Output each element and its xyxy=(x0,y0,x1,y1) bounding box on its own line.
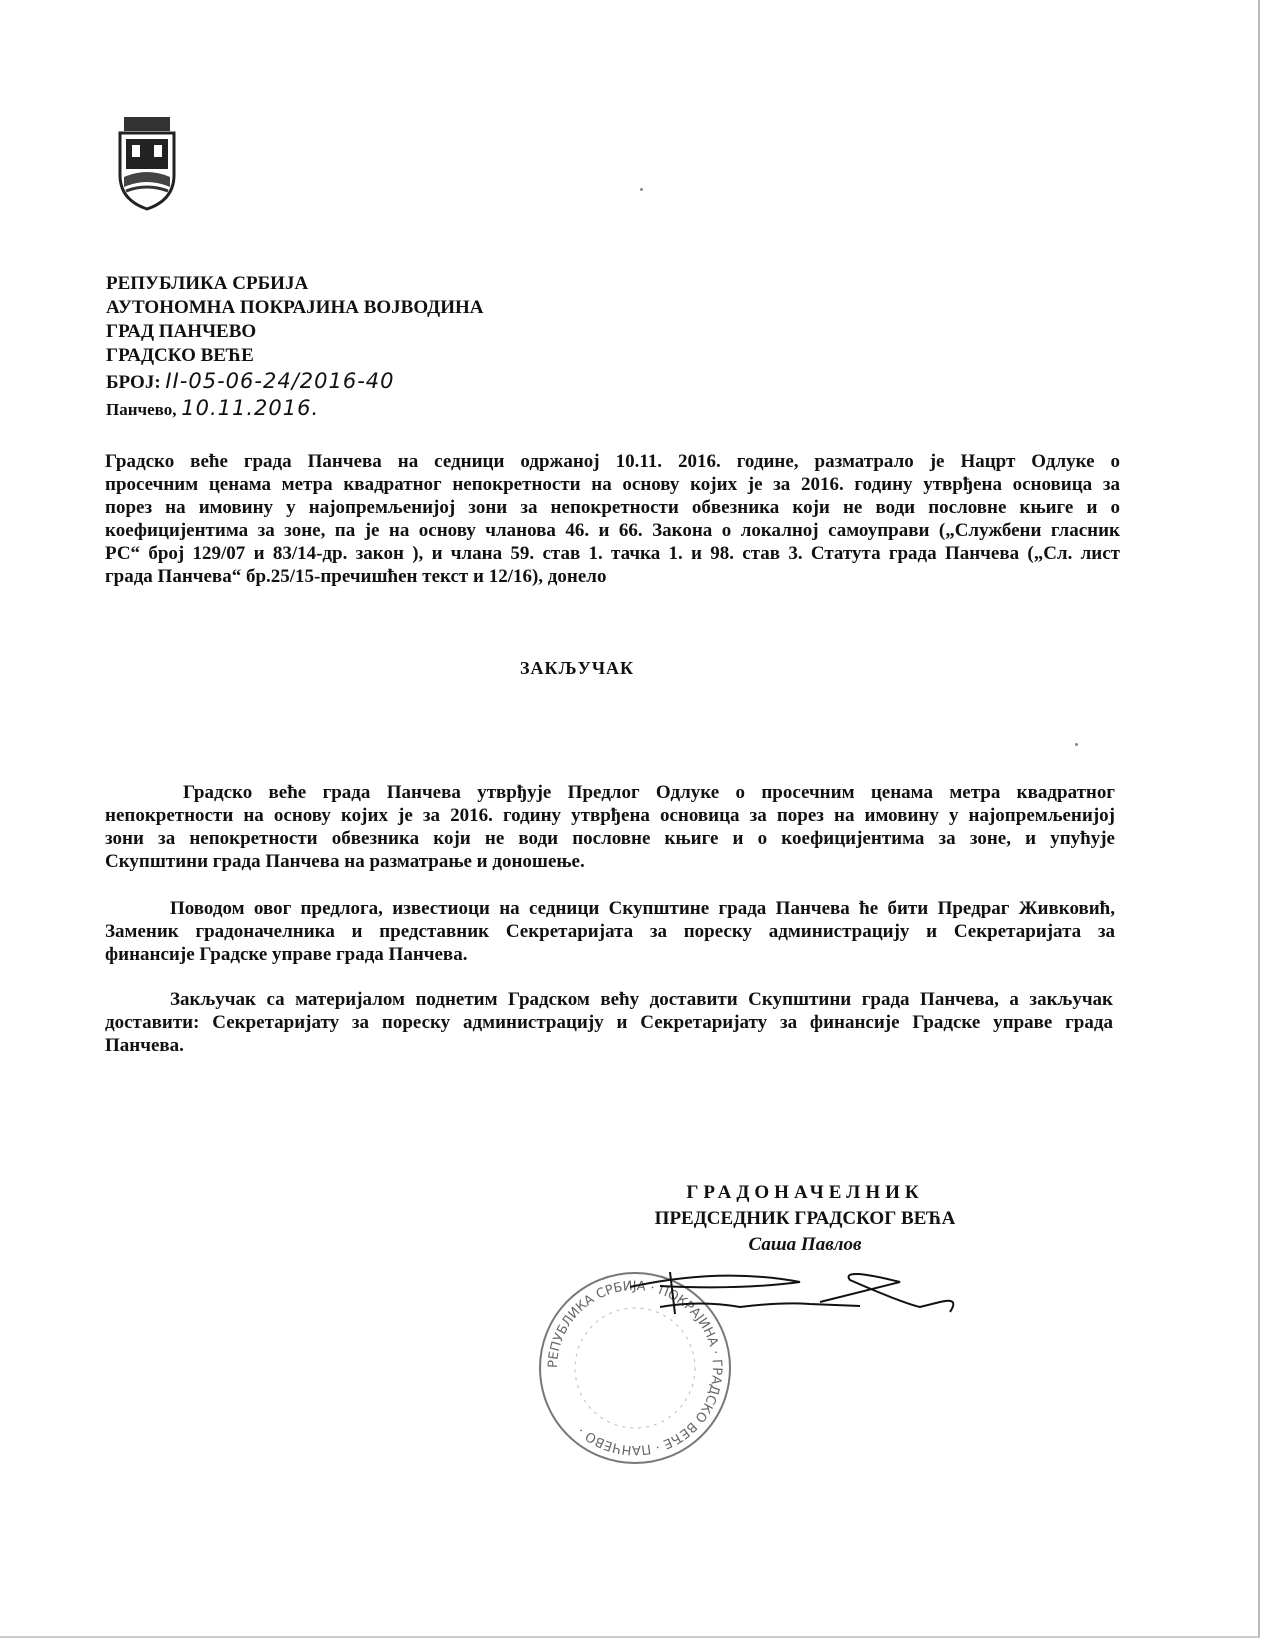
conclusion-paragraph-2: Поводом овог предлога, известиоци на седници Скупштине града Панчева ће бити Предраг Живковић, Заменик градоначелника и представник Секретаријата за пореску администрацију и Секретаријата за финансије Градске управе града Панчева. xyxy=(105,898,1115,965)
conclusion-paragraph-1: Градско веће града Панчева утврђује Предлог Одлуке о просечним ценама метра квадратног непокретности на основу којих је за 2016. годину утврђена основица за порез на имовину у најопремљенијој зони за непокретности обвезника који не води пословне књиге и о коефицијентима за зоне, и упућује Скупштини града Панчева на разматрање и доношење. xyxy=(105,782,1115,872)
signatory-title: ГРАДОНАЧЕЛНИК xyxy=(686,1182,924,1203)
header-line-province: АУТОНОМНА ПОКРАЈИНА ВОЈВОДИНА xyxy=(106,297,484,318)
handwritten-signature xyxy=(600,1262,970,1332)
intro-paragraph: Градско веће града Панчева на седници одржаној 10.11. 2016. године, разматрало је Нацрт Одлуке о просечним ценама метра квадратног непокретности на основу којих је за 2016. годину утврђена основица за порез на имовину у најопремљенијој зони за непокретности обвезника који не води пословне књиге и о коефицијентима за зоне, па је на основу чланова 46. и 66. Закона о локалној самоуправи („Службени гласник РС“ број 129/07 и 83/14-др. закон ), и члана 59. став 1. тачка 1. и 98. став 3. Статута града Панчева („Сл. лист града Панчева“ бр.25/15-пречишћен текст и 12/16), донело xyxy=(105,451,1120,587)
signature-block xyxy=(640,1180,970,1258)
scan-speck xyxy=(1075,743,1078,746)
city-coat-of-arms-logo xyxy=(112,115,182,211)
handwritten-number: II-05-06-24/2016-40 xyxy=(165,369,395,393)
signatory-role: ПРЕДСЕДНИК ГРАДСКОГ ВЕЋА xyxy=(654,1208,956,1229)
document-header xyxy=(106,272,484,422)
document-title: ЗАКЉУЧАК xyxy=(520,658,635,678)
header-line-republic: РЕПУБЛИКА СРБИЈА xyxy=(106,273,309,294)
document-date: Панчево, 10.11.2016. xyxy=(106,396,320,420)
document-number: БРОЈ: II-05-06-24/2016-40 xyxy=(106,369,395,393)
header-line-city: ГРАД ПАНЧЕВО xyxy=(106,321,257,342)
header-line-council: ГРАДСКО ВЕЋЕ xyxy=(106,345,254,366)
signatory-name: Саша Павлов xyxy=(748,1234,862,1255)
svg-text:РЕПУБЛИКА СРБИЈА · ПОКРАЈИНА ·: РЕПУБЛИКА СРБИЈА · ПОКРАЈИНА · ГРАДСКО ВЕЋЕ · ПАНЧЕВО · xyxy=(545,1278,725,1458)
conclusion-paragraph-3: Закључак са материјалом поднетим Градском већу доставити Скупштини града Панчева, а закључак доставити: Секретаријату за пореску администрацију и Секретаријату за финансије Градске управе града Панчева. xyxy=(105,989,1113,1056)
handwritten-date: 10.11.2016. xyxy=(181,396,320,420)
scan-speck xyxy=(640,188,643,191)
